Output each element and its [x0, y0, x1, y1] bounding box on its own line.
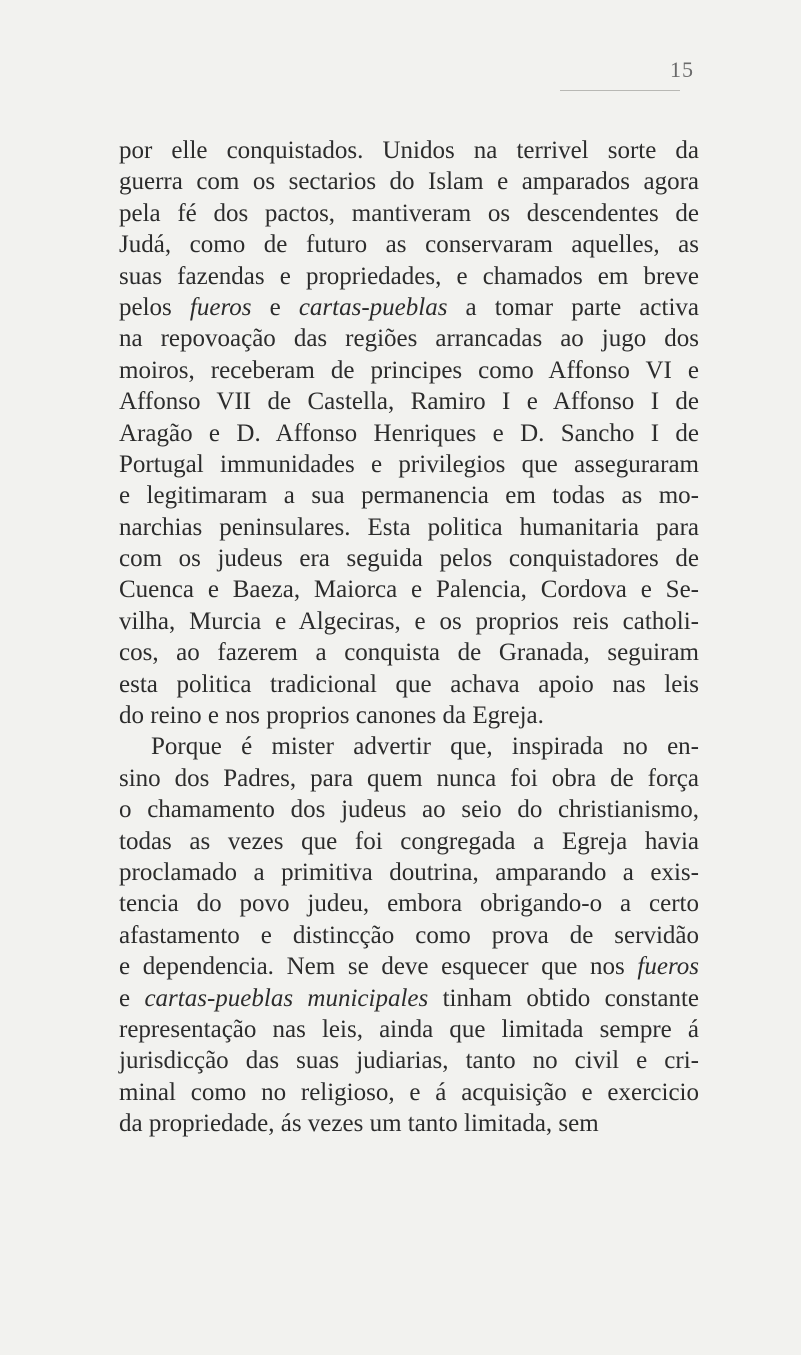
text-run: com os judeus era seguida pelos conquistadores de: [119, 545, 699, 573]
text-run: pela fé dos pactos, mantiveram os descendentes de: [119, 199, 699, 227]
text-run: e: [119, 984, 145, 1012]
text-line: [119, 1045, 699, 1076]
text-run: a tomar parte activa: [447, 293, 699, 321]
text-line: [119, 920, 699, 951]
text-line: [119, 826, 699, 857]
text-line: [119, 543, 699, 574]
italic-text-run: fueros: [637, 953, 699, 981]
text-line: [119, 888, 699, 919]
text-run: do reino e nos proprios canones da Egreja.: [119, 702, 544, 730]
text-line: [119, 1108, 699, 1139]
text-line: [119, 449, 699, 480]
text-run: tinham obtido constante: [428, 984, 699, 1012]
body-text: [119, 135, 699, 1140]
text-line: [119, 763, 699, 794]
text-run: e: [251, 293, 299, 321]
text-line: [119, 669, 699, 700]
text-line: [119, 386, 699, 417]
text-run: pelos: [119, 293, 190, 321]
text-line: [119, 951, 699, 982]
text-line: [119, 418, 699, 449]
italic-text-run: cartas-pueblas: [298, 293, 448, 321]
text-line: [119, 512, 699, 543]
text-line: [119, 731, 699, 762]
text-line: [119, 135, 699, 166]
text-run: e dependencia. Nem se deve esquecer que nos: [119, 953, 638, 981]
text-line: [119, 229, 699, 260]
text-run: Portugal immunidades e privilegios que asseguraram: [119, 450, 699, 478]
text-line: [119, 480, 699, 511]
italic-text-run: fueros: [189, 293, 252, 321]
text-run: suas fazendas e propriedades, e chamados em breve: [119, 262, 699, 290]
text-line: [119, 983, 699, 1014]
text-line: [119, 292, 699, 323]
text-run: minal como no religioso, e á acquisição e exercicio: [119, 1078, 699, 1106]
text-run: guerra com os sectarios do Islam e amparados agora: [119, 168, 699, 196]
text-run: sino dos Padres, para quem nunca foi obra de força: [119, 764, 699, 792]
text-line: [119, 166, 699, 197]
text-run: Aragão e D. Affonso Henriques e D. Sancho I de: [119, 419, 699, 447]
text-line: [119, 1014, 699, 1045]
text-run: jurisdicção das suas judiarias, tanto no civil e cri-: [119, 1047, 699, 1075]
text-line: [119, 355, 699, 386]
text-line: [119, 794, 699, 825]
text-run: o chamamento dos judeus ao seio do christianismo,: [119, 796, 699, 824]
text-run: todas as vezes que foi congregada a Egreja havia: [119, 827, 699, 855]
text-line: [119, 606, 699, 637]
text-run: vilha, Murcia e Algeciras, e os proprios reis catholi-: [119, 607, 699, 635]
text-run: tencia do povo judeu, embora obrigando-o a certo: [119, 890, 699, 918]
text-line: [119, 857, 699, 888]
text-run: Judá, como de futuro as conservaram aquelles, as: [119, 231, 699, 259]
text-line: [119, 574, 699, 605]
text-line: [119, 261, 699, 292]
header-rule: [560, 90, 680, 91]
text-run: Cuenca e Baeza, Maiorca e Palencia, Cordova e Se-: [119, 576, 699, 604]
text-run: representação nas leis, ainda que limitada sempre á: [119, 1015, 699, 1043]
text-run: da propriedade, ás vezes um tanto limitada, sem: [119, 1110, 599, 1138]
text-run: na repovoação das regiões arrancadas ao jugo dos: [119, 325, 699, 353]
page-number: 15: [670, 57, 694, 82]
text-run: moiros, receberam de principes como Affonso VI e: [119, 356, 699, 384]
text-run: afastamento e distincção como prova de servidão: [119, 921, 699, 949]
text-line: [119, 637, 699, 668]
text-run: proclamado a primitiva doutrina, amparando a exis-: [119, 858, 699, 886]
text-run: e legitimaram a sua permanencia em todas as mo-: [119, 482, 699, 510]
text-line: [119, 700, 699, 731]
text-run: cos, ao fazerem a conquista de Granada, seguiram: [119, 639, 699, 667]
text-line: [119, 1077, 699, 1108]
text-line: [119, 198, 699, 229]
text-run: Porque é mister advertir que, inspirada no en-: [151, 733, 699, 761]
italic-text-run: cartas-pueblas municipales: [144, 984, 429, 1012]
text-run: narchias peninsulares. Esta politica humanitaria para: [119, 513, 699, 541]
text-run: por elle conquistados. Unidos na terrivel sorte da: [119, 137, 699, 164]
text-run: esta politica tradicional que achava apoio nas leis: [119, 670, 699, 698]
text-line: [119, 323, 699, 354]
text-run: Affonso VII de Castella, Ramiro I e Affonso I de: [119, 388, 699, 416]
